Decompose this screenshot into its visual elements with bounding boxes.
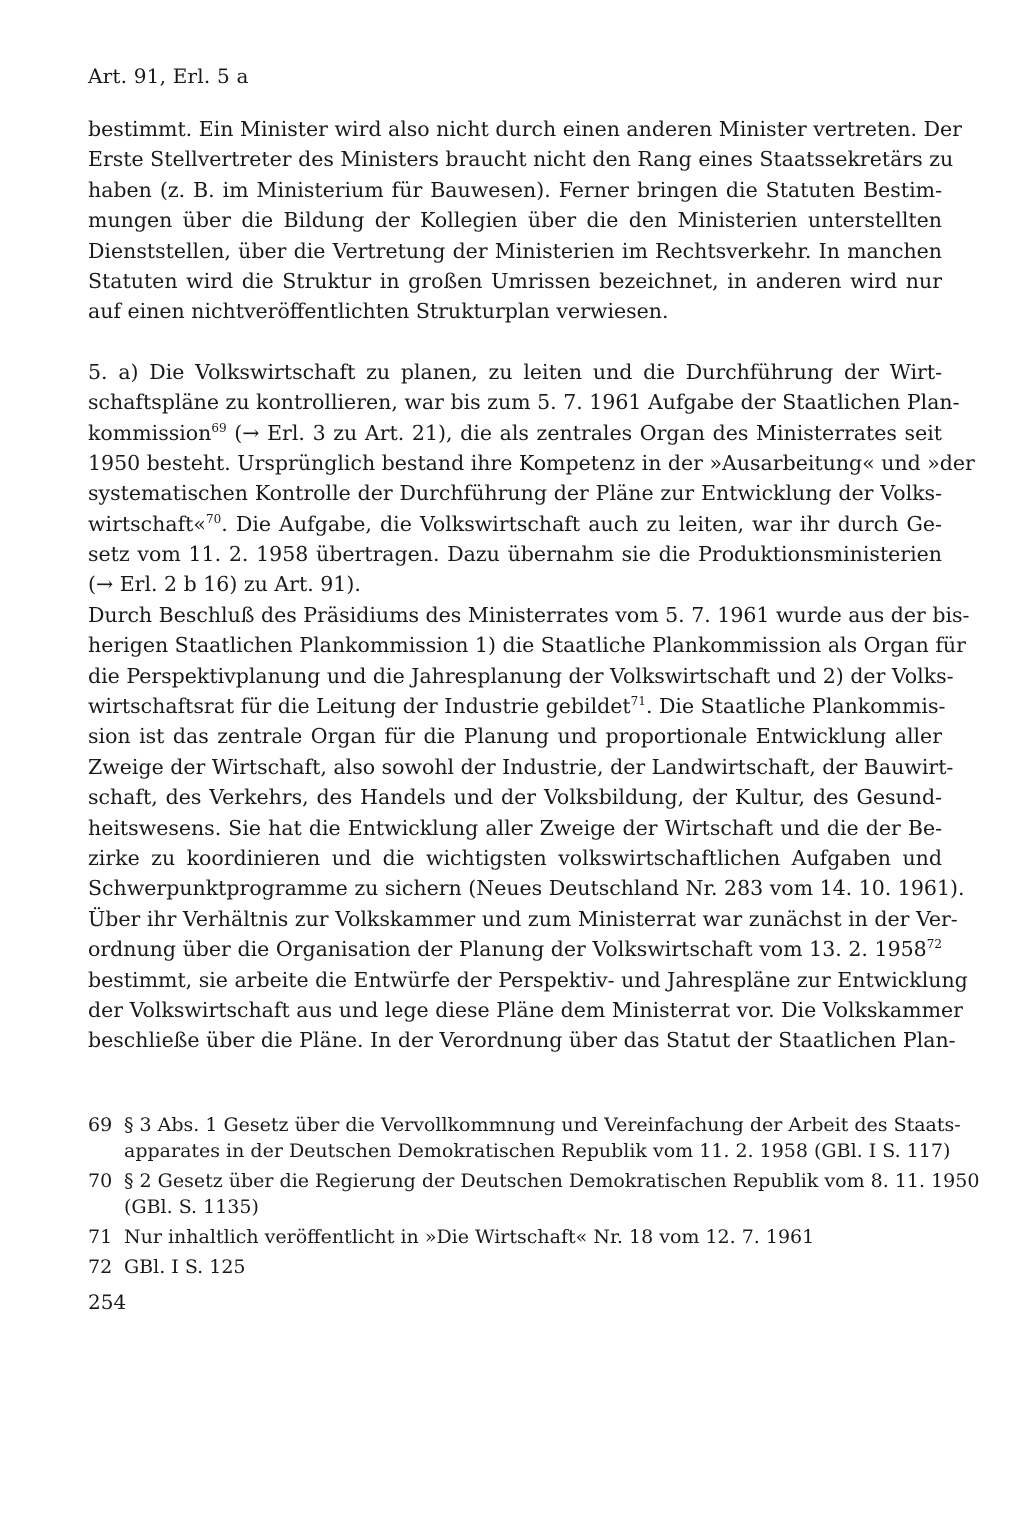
text-line: bestimmt. Ein Minister wird also nicht durch einen anderen Minister vertreten. Der bbox=[88, 117, 962, 141]
text-line: Zweige der Wirtschaft, also sowohl der Industrie, der Landwirtschaft, der Bauwirt- bbox=[88, 754, 954, 779]
text-line: zirke zu koordinieren und die wichtigsten volkswirtschaftlichen Aufgaben und bbox=[88, 845, 942, 870]
paragraph-gap bbox=[88, 327, 942, 357]
text-line: die Perspektivplanung und die Jahresplanung der Volkswirtschaft und 2) der Volks- bbox=[88, 663, 954, 688]
text-line: heitswesens. Sie hat die Entwicklung aller Zweige der Wirtschaft und die der Be- bbox=[88, 815, 942, 840]
footnote-ref-69[interactable]: 69 bbox=[211, 420, 227, 435]
text-line: Schwerpunktprogramme zu sichern (Neues Deutschland Nr. 283 vom 14. 10. 1961). bbox=[88, 876, 965, 901]
footnote-number: 69 bbox=[88, 1114, 113, 1136]
footnote-72 bbox=[88, 1254, 942, 1280]
footnote-ref-72[interactable]: 72 bbox=[926, 937, 942, 952]
footnote-71 bbox=[88, 1224, 942, 1250]
running-head: Art. 91, Erl. 5 a bbox=[88, 64, 249, 88]
footnote-line: GBl. I S. 125 bbox=[124, 1256, 246, 1278]
footnote-text bbox=[124, 1168, 979, 1220]
text-line: haben (z. B. im Ministerium für Bauwesen). Ferner bringen die Statuten Bestim- bbox=[88, 177, 942, 202]
text-fragment: . Die Aufgabe, die Volkswirtschaft auch zu leiten, war ihr durch Ge- bbox=[221, 511, 942, 536]
body-text bbox=[88, 114, 975, 1056]
text-line bbox=[88, 418, 942, 448]
text-line: sion ist das zentrale Organ für die Planung und proportionale Entwicklung aller bbox=[88, 724, 942, 749]
footnote-line: (GBl. S. 1135) bbox=[124, 1196, 259, 1218]
text-fragment: ordnung über die Organisation der Planung der Volkswirtschaft vom 13. 2. 1958 bbox=[88, 937, 927, 962]
footnote-70 bbox=[88, 1168, 980, 1220]
paragraph-3 bbox=[88, 600, 970, 904]
page-content bbox=[88, 62, 975, 1056]
paragraph-4 bbox=[88, 904, 968, 1056]
footnote-text bbox=[124, 1224, 942, 1250]
text-line: der Volkswirtschaft aus und lege diese Pläne dem Ministerrat vor. Die Volkskammer bbox=[88, 997, 963, 1022]
page-number: 254 bbox=[88, 1290, 127, 1314]
footnotes bbox=[88, 1112, 980, 1284]
footnote-69 bbox=[88, 1112, 961, 1164]
text-line: auf einen nichtveröffentlichten Strukturplan verwiesen. bbox=[88, 299, 669, 324]
footnote-number: 70 bbox=[88, 1170, 113, 1192]
text-line: schaft, des Verkehrs, des Handels und der Volksbildung, der Kultur, des Gesund- bbox=[88, 785, 942, 810]
text-line: 1950 besteht. Ursprünglich bestand ihre Kompetenz in der »Ausarbeitung« und »der bbox=[88, 450, 975, 475]
text-line bbox=[88, 691, 946, 721]
footnote-line: § 3 Abs. 1 Gesetz über die Vervollkommnung und Vereinfachung der Arbeit des Staats- bbox=[124, 1114, 961, 1136]
text-fragment: wirtschaftsrat für die Leitung der Industrie gebildet bbox=[88, 694, 631, 719]
text-line: Durch Beschluß des Präsidiums des Ministerrates vom 5. 7. 1961 wurde aus der bis- bbox=[88, 602, 970, 627]
footnote-text bbox=[124, 1112, 961, 1164]
footnote-ref-70[interactable]: 70 bbox=[205, 511, 222, 526]
text-line bbox=[88, 509, 942, 539]
text-fragment: kommission bbox=[88, 420, 212, 445]
text-fragment: (→ Erl. 3 zu Art. 21), die als zentrales Organ des Ministerrates seit bbox=[226, 420, 942, 445]
footnote-number: 72 bbox=[88, 1256, 113, 1278]
text-line: Erste Stellvertreter des Ministers braucht nicht den Rang eines Staatssekretärs zu bbox=[88, 147, 954, 172]
paragraph-2 bbox=[88, 357, 975, 600]
text-line bbox=[88, 934, 942, 964]
text-line: mungen über die Bildung der Kollegien über die den Ministerien unterstellten bbox=[88, 208, 942, 233]
text-line: bestimmt, sie arbeite die Entwürfe der Perspektiv- und Jahrespläne zur Entwicklung bbox=[88, 967, 968, 992]
text-line: Dienststellen, über die Vertretung der Ministerien im Rechtsverkehr. In manchen bbox=[88, 238, 942, 263]
text-fragment: wirtschaft« bbox=[88, 511, 206, 536]
text-line: Über ihr Verhältnis zur Volkskammer und zum Ministerrat war zunächst in der Ver- bbox=[88, 906, 958, 931]
paragraph-1 bbox=[88, 114, 962, 327]
text-line: herigen Staatlichen Plankommission 1) die Staatliche Plankommission als Organ für bbox=[88, 633, 966, 658]
text-line: 5. a) Die Volkswirtschaft zu planen, zu leiten und die Durchführung der Wirt- bbox=[88, 359, 942, 384]
footnote-text bbox=[124, 1254, 942, 1280]
footnote-line: apparates in der Deutschen Demokratischen Republik vom 11. 2. 1958 (GBl. I S. 117) bbox=[124, 1140, 951, 1162]
footnote-line: Nur inhaltlich veröffentlicht in »Die Wirtschaft« Nr. 18 vom 12. 7. 1961 bbox=[124, 1226, 815, 1248]
text-line: Statuten wird die Struktur in großen Umrissen bezeichnet, in anderen wird nur bbox=[88, 268, 942, 293]
text-line: schaftspläne zu kontrollieren, war bis zum 5. 7. 1961 Aufgabe der Staatlichen Plan- bbox=[88, 390, 960, 415]
footnote-line: § 2 Gesetz über die Regierung der Deutschen Demokratischen Republik vom 8. 11. 1950 bbox=[124, 1170, 980, 1192]
text-line: (→ Erl. 2 b 16) zu Art. 91). bbox=[88, 572, 361, 597]
text-line: beschließe über die Pläne. In der Verordnung über das Statut der Staatlichen Plan- bbox=[88, 1028, 956, 1053]
footnote-number: 71 bbox=[88, 1226, 113, 1248]
text-fragment: . Die Staatliche Plankommis- bbox=[645, 694, 946, 719]
footnote-ref-71[interactable]: 71 bbox=[630, 694, 646, 709]
text-line: systematischen Kontrolle der Durchführung der Pläne zur Entwicklung der Volks- bbox=[88, 481, 942, 506]
text-line: setz vom 11. 2. 1958 übertragen. Dazu übernahm sie die Produktionsministerien bbox=[88, 542, 942, 567]
